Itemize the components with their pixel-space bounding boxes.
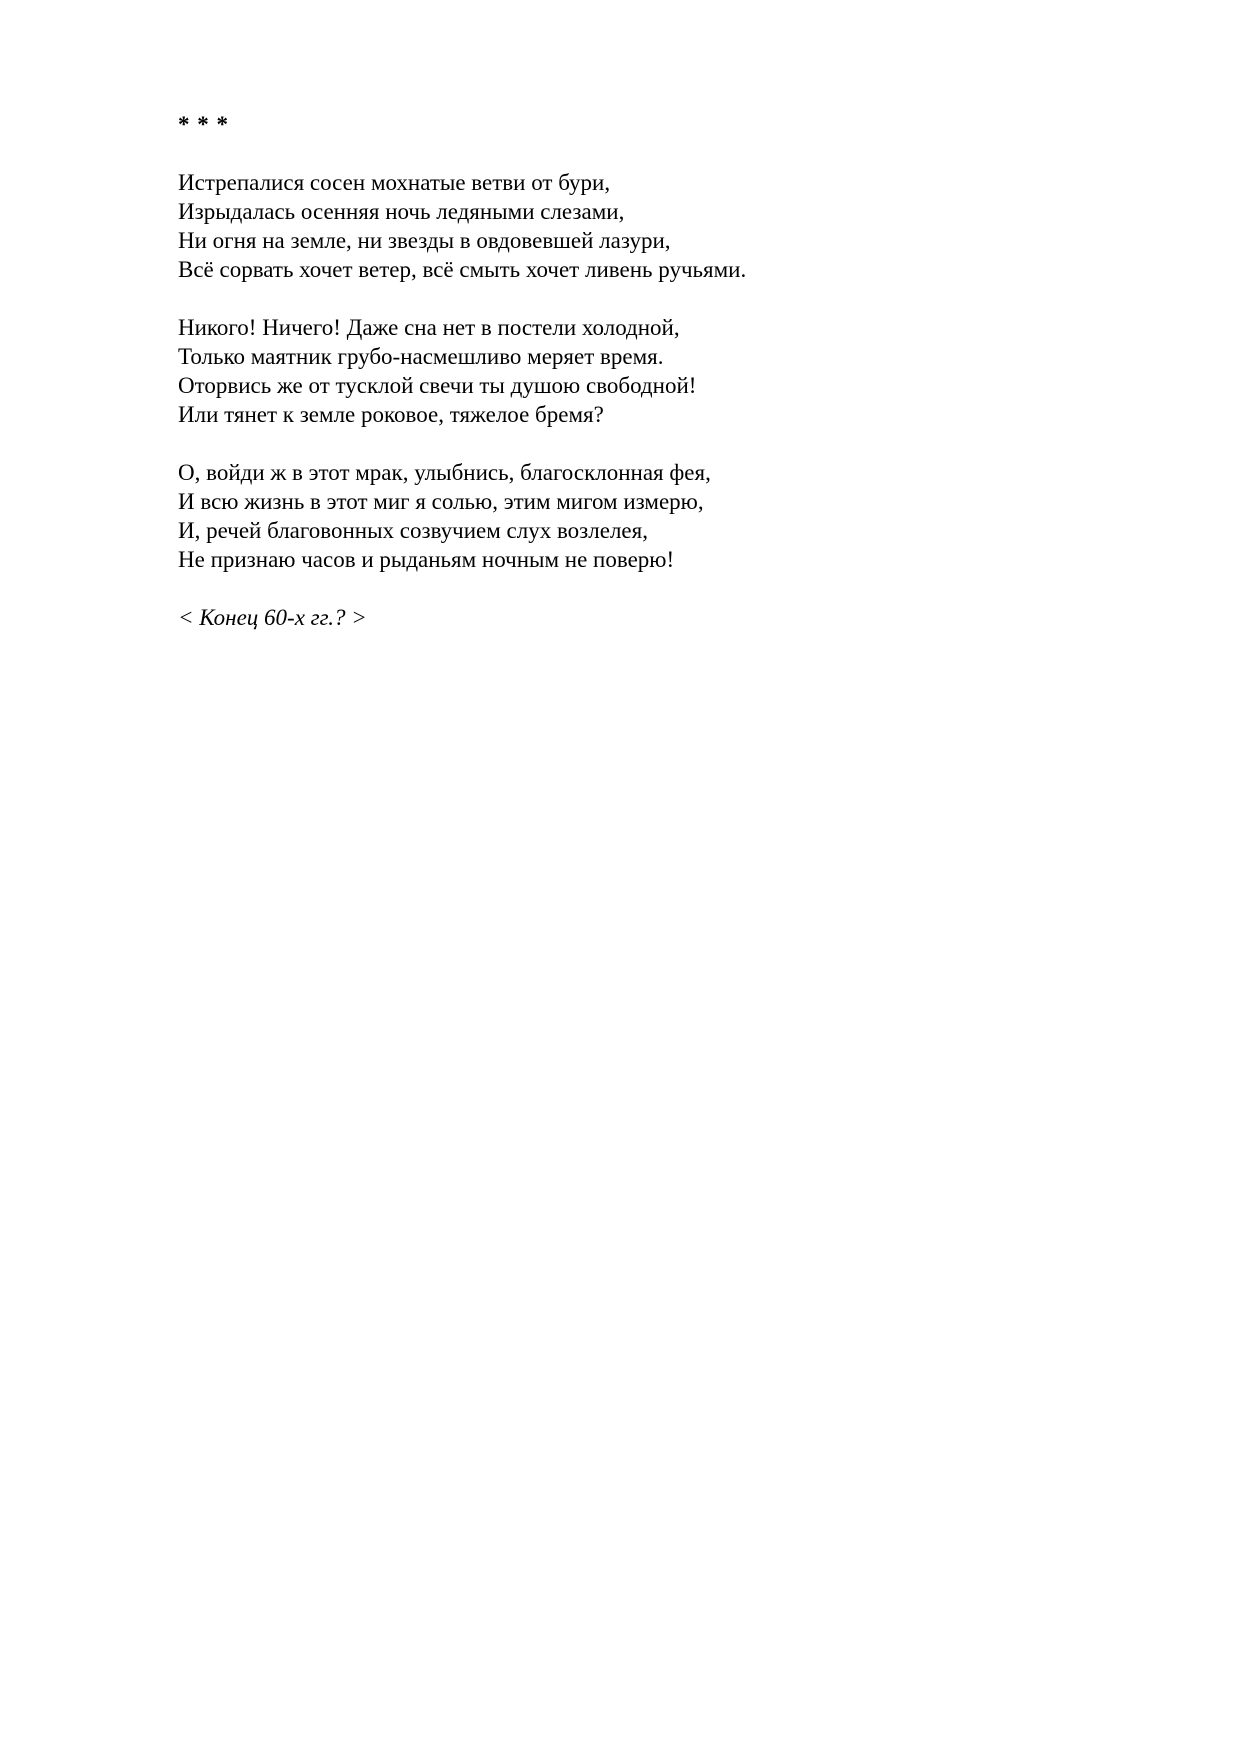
poem-line: Или тянет к земле роковое, тяжелое бремя?	[178, 402, 604, 427]
poem-line: Не признаю часов и рыданьям ночным не поверю!	[178, 547, 675, 572]
poem-line: Изрыдалась осенняя ночь ледяными слезами,	[178, 199, 625, 224]
poem	[178, 110, 1078, 632]
poem-line: Истрепалися сосен мохнатые ветви от бури,	[178, 170, 611, 195]
poem-line: О, войди ж в этот мрак, улыбнись, благосклонная фея,	[178, 460, 711, 485]
date-note: < Конец 60-х гг.? >	[178, 605, 367, 630]
poem-title: * * *	[178, 112, 229, 137]
poem-line: Никого! Ничего! Даже сна нет в постели холодной,	[178, 315, 680, 340]
poem-line: И, речей благовонных созвучием слух возлелея,	[178, 518, 648, 543]
stanza-3	[178, 458, 1078, 574]
stanza-1	[178, 168, 1078, 284]
poem-line: Только маятник грубо-насмешливо меряет время.	[178, 344, 664, 369]
poem-line: Оторвись же от тусклой свечи ты душою свободной!	[178, 373, 697, 398]
stanza-2	[178, 313, 1078, 429]
poem-line: Ни огня на земле, ни звезды в овдовевшей лазури,	[178, 228, 671, 253]
poem-line: И всю жизнь в этот миг я солью, этим мигом измерю,	[178, 489, 704, 514]
poem-line: Всё сорвать хочет ветер, всё смыть хочет ливень ручьями.	[178, 257, 747, 282]
